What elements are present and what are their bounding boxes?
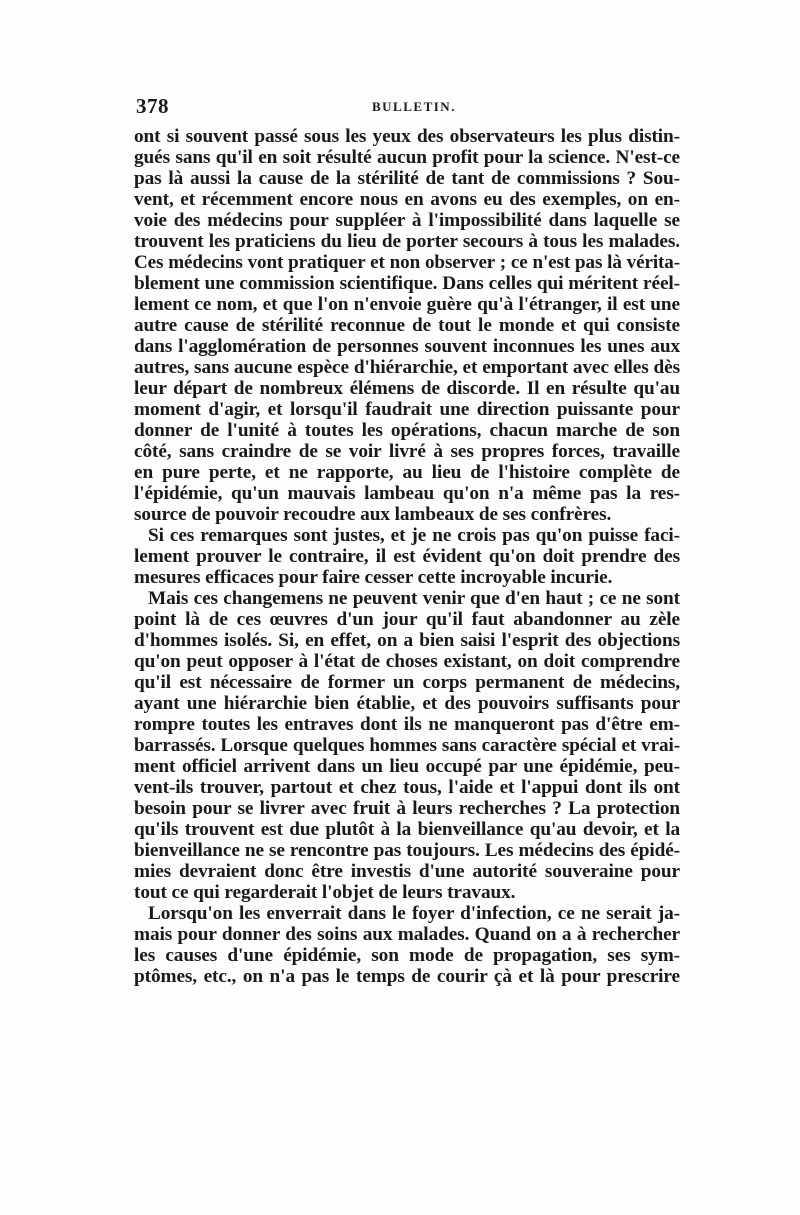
body-text xyxy=(134,126,680,987)
text-line: l'épidémie, qu'un mauvais lambeau qu'on n'a même pas la res- xyxy=(134,483,680,504)
text-line: d'hommes isolés. Si, en effet, on a bien saisi l'esprit des objections xyxy=(134,630,680,651)
text-line: vent-ils trouver, partout et chez tous, l'aide et l'appui dont ils ont xyxy=(134,777,680,798)
text-line: pas là aussi la cause de la stérilité de tant de commissions ? Sou- xyxy=(134,168,680,189)
text-line: gués sans qu'il en soit résulté aucun profit pour la science. N'est-ce xyxy=(134,147,680,168)
text-line: mais pour donner des soins aux malades. Quand on a à rechercher xyxy=(134,924,680,945)
text-line: voie des médecins pour suppléer à l'impossibilité dans laquelle se xyxy=(134,210,680,231)
text-line: barrassés. Lorsque quelques hommes sans caractère spécial et vrai- xyxy=(134,735,680,756)
running-head: BULLETIN. xyxy=(372,99,456,114)
text-line: lement prouver le contraire, il est évident qu'on doit prendre des xyxy=(134,546,680,567)
text-line: ment officiel arrivent dans un lieu occupé par une épidémie, peu- xyxy=(134,756,680,777)
text-line: ont si souvent passé sous les yeux des observateurs les plus distin- xyxy=(134,126,680,147)
text-line: source de pouvoir recoudre aux lambeaux de ses confrères. xyxy=(134,504,612,525)
text-line: bienveillance ne se rencontre pas toujours. Les médecins des épidé- xyxy=(134,840,680,861)
text-line: mesures efficaces pour faire cesser cette incroyable incurie. xyxy=(134,567,613,588)
text-line: point là de ces œuvres d'un jour qu'il faut abandonner au zèle xyxy=(134,609,680,630)
text-line: tout ce qui regarderait l'objet de leurs travaux. xyxy=(134,882,516,903)
text-line: besoin pour se livrer avec fruit à leurs recherches ? La protection xyxy=(134,798,680,819)
text-line: lement ce nom, et que l'on n'envoie guère qu'à l'étranger, il est une xyxy=(134,294,680,315)
text-line: qu'il est nécessaire de former un corps permanent de médecins, xyxy=(134,672,680,693)
text-line: autre cause de stérilité reconnue de tout le monde et qui consiste xyxy=(134,315,680,336)
text-line: vent, et récemment encore nous en avons eu des exemples, on en- xyxy=(134,189,680,210)
text-line: leur départ de nombreux élémens de discorde. Il en résulte qu'au xyxy=(134,378,680,399)
text-line: côté, sans craindre de se voir livré à ses propres forces, travaille xyxy=(134,441,680,462)
text-line: Lorsqu'on les enverrait dans le foyer d'infection, ce ne serait ja- xyxy=(148,903,680,924)
text-line: dans l'agglomération de personnes souvent inconnues les unes aux xyxy=(134,336,680,357)
text-line: ayant une hiérarchie bien établie, et des pouvoirs suffisants pour xyxy=(134,693,680,714)
text-line: trouvent les praticiens du lieu de porter secours à tous les malades. xyxy=(134,231,680,252)
text-line: Mais ces changemens ne peuvent venir que d'en haut ; ce ne sont xyxy=(148,588,680,609)
text-line: donner de l'unité à toutes les opérations, chacun marche de son xyxy=(134,420,680,441)
text-line: moment d'agir, et lorsqu'il faudrait une direction puissante pour xyxy=(134,399,680,420)
text-line: rompre toutes les entraves dont ils ne manqueront pas d'être em- xyxy=(134,714,680,735)
text-line: Ces médecins vont pratiquer et non observer ; ce n'est pas là vérita- xyxy=(134,252,680,273)
text-line: qu'on peut opposer à l'état de choses existant, on doit comprendre xyxy=(134,651,680,672)
text-line: ptômes, etc., on n'a pas le temps de courir çà et là pour prescrire xyxy=(134,966,680,987)
text-line: mies devraient donc être investis d'une autorité souveraine pour xyxy=(134,861,680,882)
text-line: blement une commission scientifique. Dans celles qui méritent réel- xyxy=(134,273,680,294)
page-header xyxy=(136,94,676,124)
text-line: en pure perte, et ne rapporte, au lieu de l'histoire complète de xyxy=(134,462,680,483)
text-line: autres, sans aucune espèce d'hiérarchie, et emportant avec elles dès xyxy=(134,357,680,378)
page-number: 378 xyxy=(136,94,169,118)
text-line: Si ces remarques sont justes, et je ne crois pas qu'on puisse faci- xyxy=(148,525,680,546)
text-line: qu'ils trouvent est due plutôt à la bienveillance qu'au devoir, et la xyxy=(134,819,680,840)
text-line: les causes d'une épidémie, son mode de propagation, ses sym- xyxy=(134,945,680,966)
